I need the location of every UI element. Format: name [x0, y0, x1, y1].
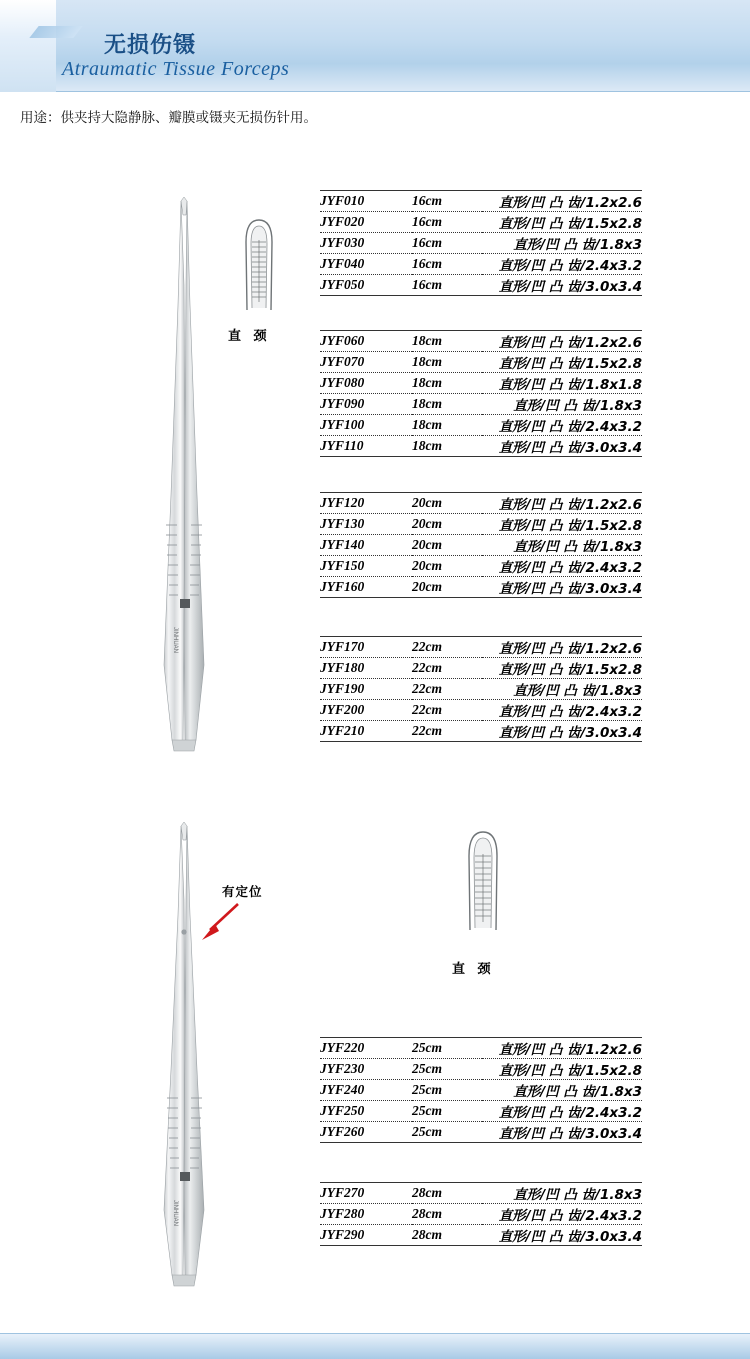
table-row	[320, 233, 642, 254]
cell-code: JYF010	[320, 191, 412, 212]
cell-spec: 直形/凹 凸 齿/1.8x1.8	[482, 373, 642, 394]
cell-code: JYF130	[320, 514, 412, 535]
cell-spec: 直形/凹 凸 齿/1.8x3	[482, 535, 642, 556]
cell-spec: 直形/凹 凸 齿/2.4x3.2	[482, 1101, 642, 1122]
cell-size: 16cm	[412, 254, 482, 275]
forceps-illustration-straight	[150, 195, 230, 755]
cell-code: JYF090	[320, 394, 412, 415]
table-row	[320, 1038, 642, 1059]
cell-code: JYF280	[320, 1204, 412, 1225]
cell-size: 28cm	[412, 1204, 482, 1225]
cell-code: JYF140	[320, 535, 412, 556]
table-row	[320, 415, 642, 436]
cell-code: JYF220	[320, 1038, 412, 1059]
cell-size: 18cm	[412, 415, 482, 436]
cell-size: 18cm	[412, 394, 482, 415]
spec-table-28cm	[320, 1182, 642, 1246]
cell-code: JYF230	[320, 1059, 412, 1080]
page-title-en: Atraumatic Tissue Forceps	[62, 58, 290, 80]
cell-size: 25cm	[412, 1122, 482, 1143]
cell-size: 22cm	[412, 700, 482, 721]
cell-spec: 直形/凹 凸 齿/3.0x3.4	[482, 577, 642, 598]
page-header	[0, 0, 750, 92]
table-row	[320, 1183, 642, 1204]
cell-spec: 直形/凹 凸 齿/2.4x3.2	[482, 700, 642, 721]
cell-spec: 直形/凹 凸 齿/3.0x3.4	[482, 436, 642, 457]
cell-spec: 直形/凹 凸 齿/1.2x2.6	[482, 191, 642, 212]
cell-size: 22cm	[412, 637, 482, 658]
table-row	[320, 191, 642, 212]
cell-size: 28cm	[412, 1225, 482, 1246]
cell-size: 22cm	[412, 721, 482, 742]
cell-code: JYF110	[320, 436, 412, 457]
cell-spec: 直形/凹 凸 齿/1.5x2.8	[482, 658, 642, 679]
cell-spec: 直形/凹 凸 齿/1.8x3	[482, 1080, 642, 1101]
table-row	[320, 679, 642, 700]
table-row	[320, 493, 642, 514]
svg-text:JINHUAN: JINHUAN	[172, 627, 178, 654]
cell-size: 16cm	[412, 233, 482, 254]
cell-size: 25cm	[412, 1059, 482, 1080]
cell-size: 18cm	[412, 352, 482, 373]
table-row	[320, 700, 642, 721]
cell-spec: 直形/凹 凸 齿/1.8x3	[482, 394, 642, 415]
forceps-illustration-positioned	[150, 820, 230, 1290]
cell-size: 16cm	[412, 212, 482, 233]
cell-size: 22cm	[412, 679, 482, 700]
table-row	[320, 577, 642, 598]
table-row	[320, 254, 642, 275]
cell-code: JYF040	[320, 254, 412, 275]
cell-spec: 直形/凹 凸 齿/2.4x3.2	[482, 1204, 642, 1225]
cell-spec: 直形/凹 凸 齿/3.0x3.4	[482, 1225, 642, 1246]
header-decoration	[0, 0, 56, 92]
svg-text:JINHUAN: JINHUAN	[172, 1200, 178, 1227]
table-row	[320, 394, 642, 415]
forceps-tip-detail-top	[233, 212, 285, 312]
cell-code: JYF050	[320, 275, 412, 296]
cell-size: 20cm	[412, 493, 482, 514]
page-footer-bar	[0, 1333, 750, 1359]
cell-code: JYF160	[320, 577, 412, 598]
cell-size: 18cm	[412, 373, 482, 394]
cell-code: JYF210	[320, 721, 412, 742]
table-row	[320, 556, 642, 577]
page-title-cn: 无损伤镊	[104, 33, 197, 58]
cell-spec: 直形/凹 凸 齿/1.2x2.6	[482, 1038, 642, 1059]
cell-size: 18cm	[412, 436, 482, 457]
cell-code: JYF170	[320, 637, 412, 658]
cell-spec: 直形/凹 凸 齿/1.2x2.6	[482, 637, 642, 658]
cell-size: 20cm	[412, 514, 482, 535]
cell-size: 20cm	[412, 556, 482, 577]
cell-spec: 直形/凹 凸 齿/2.4x3.2	[482, 415, 642, 436]
cell-spec: 直形/凹 凸 齿/1.5x2.8	[482, 514, 642, 535]
cell-size: 16cm	[412, 275, 482, 296]
forceps-tip-detail-bottom	[455, 824, 511, 934]
spec-table-22cm	[320, 636, 642, 742]
cell-code: JYF180	[320, 658, 412, 679]
cell-spec: 直形/凹 凸 齿/1.8x3	[482, 233, 642, 254]
table-row	[320, 1059, 642, 1080]
usage-text: 用途：供夹持大隐静脉、瓣膜或镊夹无损伤针用。	[20, 110, 317, 126]
cell-spec: 直形/凹 凸 齿/3.0x3.4	[482, 1122, 642, 1143]
table-row	[320, 658, 642, 679]
spec-table-18cm	[320, 330, 642, 457]
cell-code: JYF240	[320, 1080, 412, 1101]
cell-code: JYF120	[320, 493, 412, 514]
cell-size: 25cm	[412, 1038, 482, 1059]
cell-code: JYF200	[320, 700, 412, 721]
cell-size: 16cm	[412, 191, 482, 212]
cell-spec: 直形/凹 凸 齿/1.5x2.8	[482, 1059, 642, 1080]
table-row	[320, 1225, 642, 1246]
spec-table-16cm	[320, 190, 642, 296]
cell-code: JYF080	[320, 373, 412, 394]
cell-size: 25cm	[412, 1080, 482, 1101]
cell-size: 22cm	[412, 658, 482, 679]
table-row	[320, 1080, 642, 1101]
cell-spec: 直形/凹 凸 齿/1.8x3	[482, 1183, 642, 1204]
table-row	[320, 637, 642, 658]
cell-code: JYF060	[320, 331, 412, 352]
table-row	[320, 275, 642, 296]
cell-spec: 直形/凹 凸 齿/1.2x2.6	[482, 493, 642, 514]
table-row	[320, 721, 642, 742]
table-row	[320, 1204, 642, 1225]
figure-caption-top: 直 颈	[228, 329, 271, 344]
cell-spec: 直形/凹 凸 齿/1.2x2.6	[482, 331, 642, 352]
cell-code: JYF270	[320, 1183, 412, 1204]
cell-code: JYF260	[320, 1122, 412, 1143]
spec-table-25cm	[320, 1037, 642, 1143]
table-row	[320, 1122, 642, 1143]
table-row	[320, 331, 642, 352]
cell-spec: 直形/凹 凸 齿/3.0x3.4	[482, 721, 642, 742]
cell-spec: 直形/凹 凸 齿/1.8x3	[482, 679, 642, 700]
cell-code: JYF290	[320, 1225, 412, 1246]
cell-size: 20cm	[412, 577, 482, 598]
table-row	[320, 514, 642, 535]
cell-code: JYF150	[320, 556, 412, 577]
table-row	[320, 373, 642, 394]
cell-code: JYF100	[320, 415, 412, 436]
table-row	[320, 1101, 642, 1122]
arrow-icon	[196, 900, 242, 944]
cell-spec: 直形/凹 凸 齿/2.4x3.2	[482, 254, 642, 275]
table-row	[320, 535, 642, 556]
positioning-note-label: 有定位	[222, 884, 263, 899]
table-row	[320, 352, 642, 373]
table-row	[320, 212, 642, 233]
cell-spec: 直形/凹 凸 齿/1.5x2.8	[482, 212, 642, 233]
table-row	[320, 436, 642, 457]
cell-code: JYF250	[320, 1101, 412, 1122]
cell-size: 20cm	[412, 535, 482, 556]
cell-spec: 直形/凹 凸 齿/1.5x2.8	[482, 352, 642, 373]
figure-caption-bottom: 直 颈	[452, 962, 495, 977]
cell-code: JYF070	[320, 352, 412, 373]
spec-table-20cm	[320, 492, 642, 598]
cell-code: JYF030	[320, 233, 412, 254]
cell-size: 28cm	[412, 1183, 482, 1204]
cell-size: 18cm	[412, 331, 482, 352]
cell-spec: 直形/凹 凸 齿/3.0x3.4	[482, 275, 642, 296]
cell-size: 25cm	[412, 1101, 482, 1122]
cell-code: JYF020	[320, 212, 412, 233]
cell-code: JYF190	[320, 679, 412, 700]
cell-spec: 直形/凹 凸 齿/2.4x3.2	[482, 556, 642, 577]
